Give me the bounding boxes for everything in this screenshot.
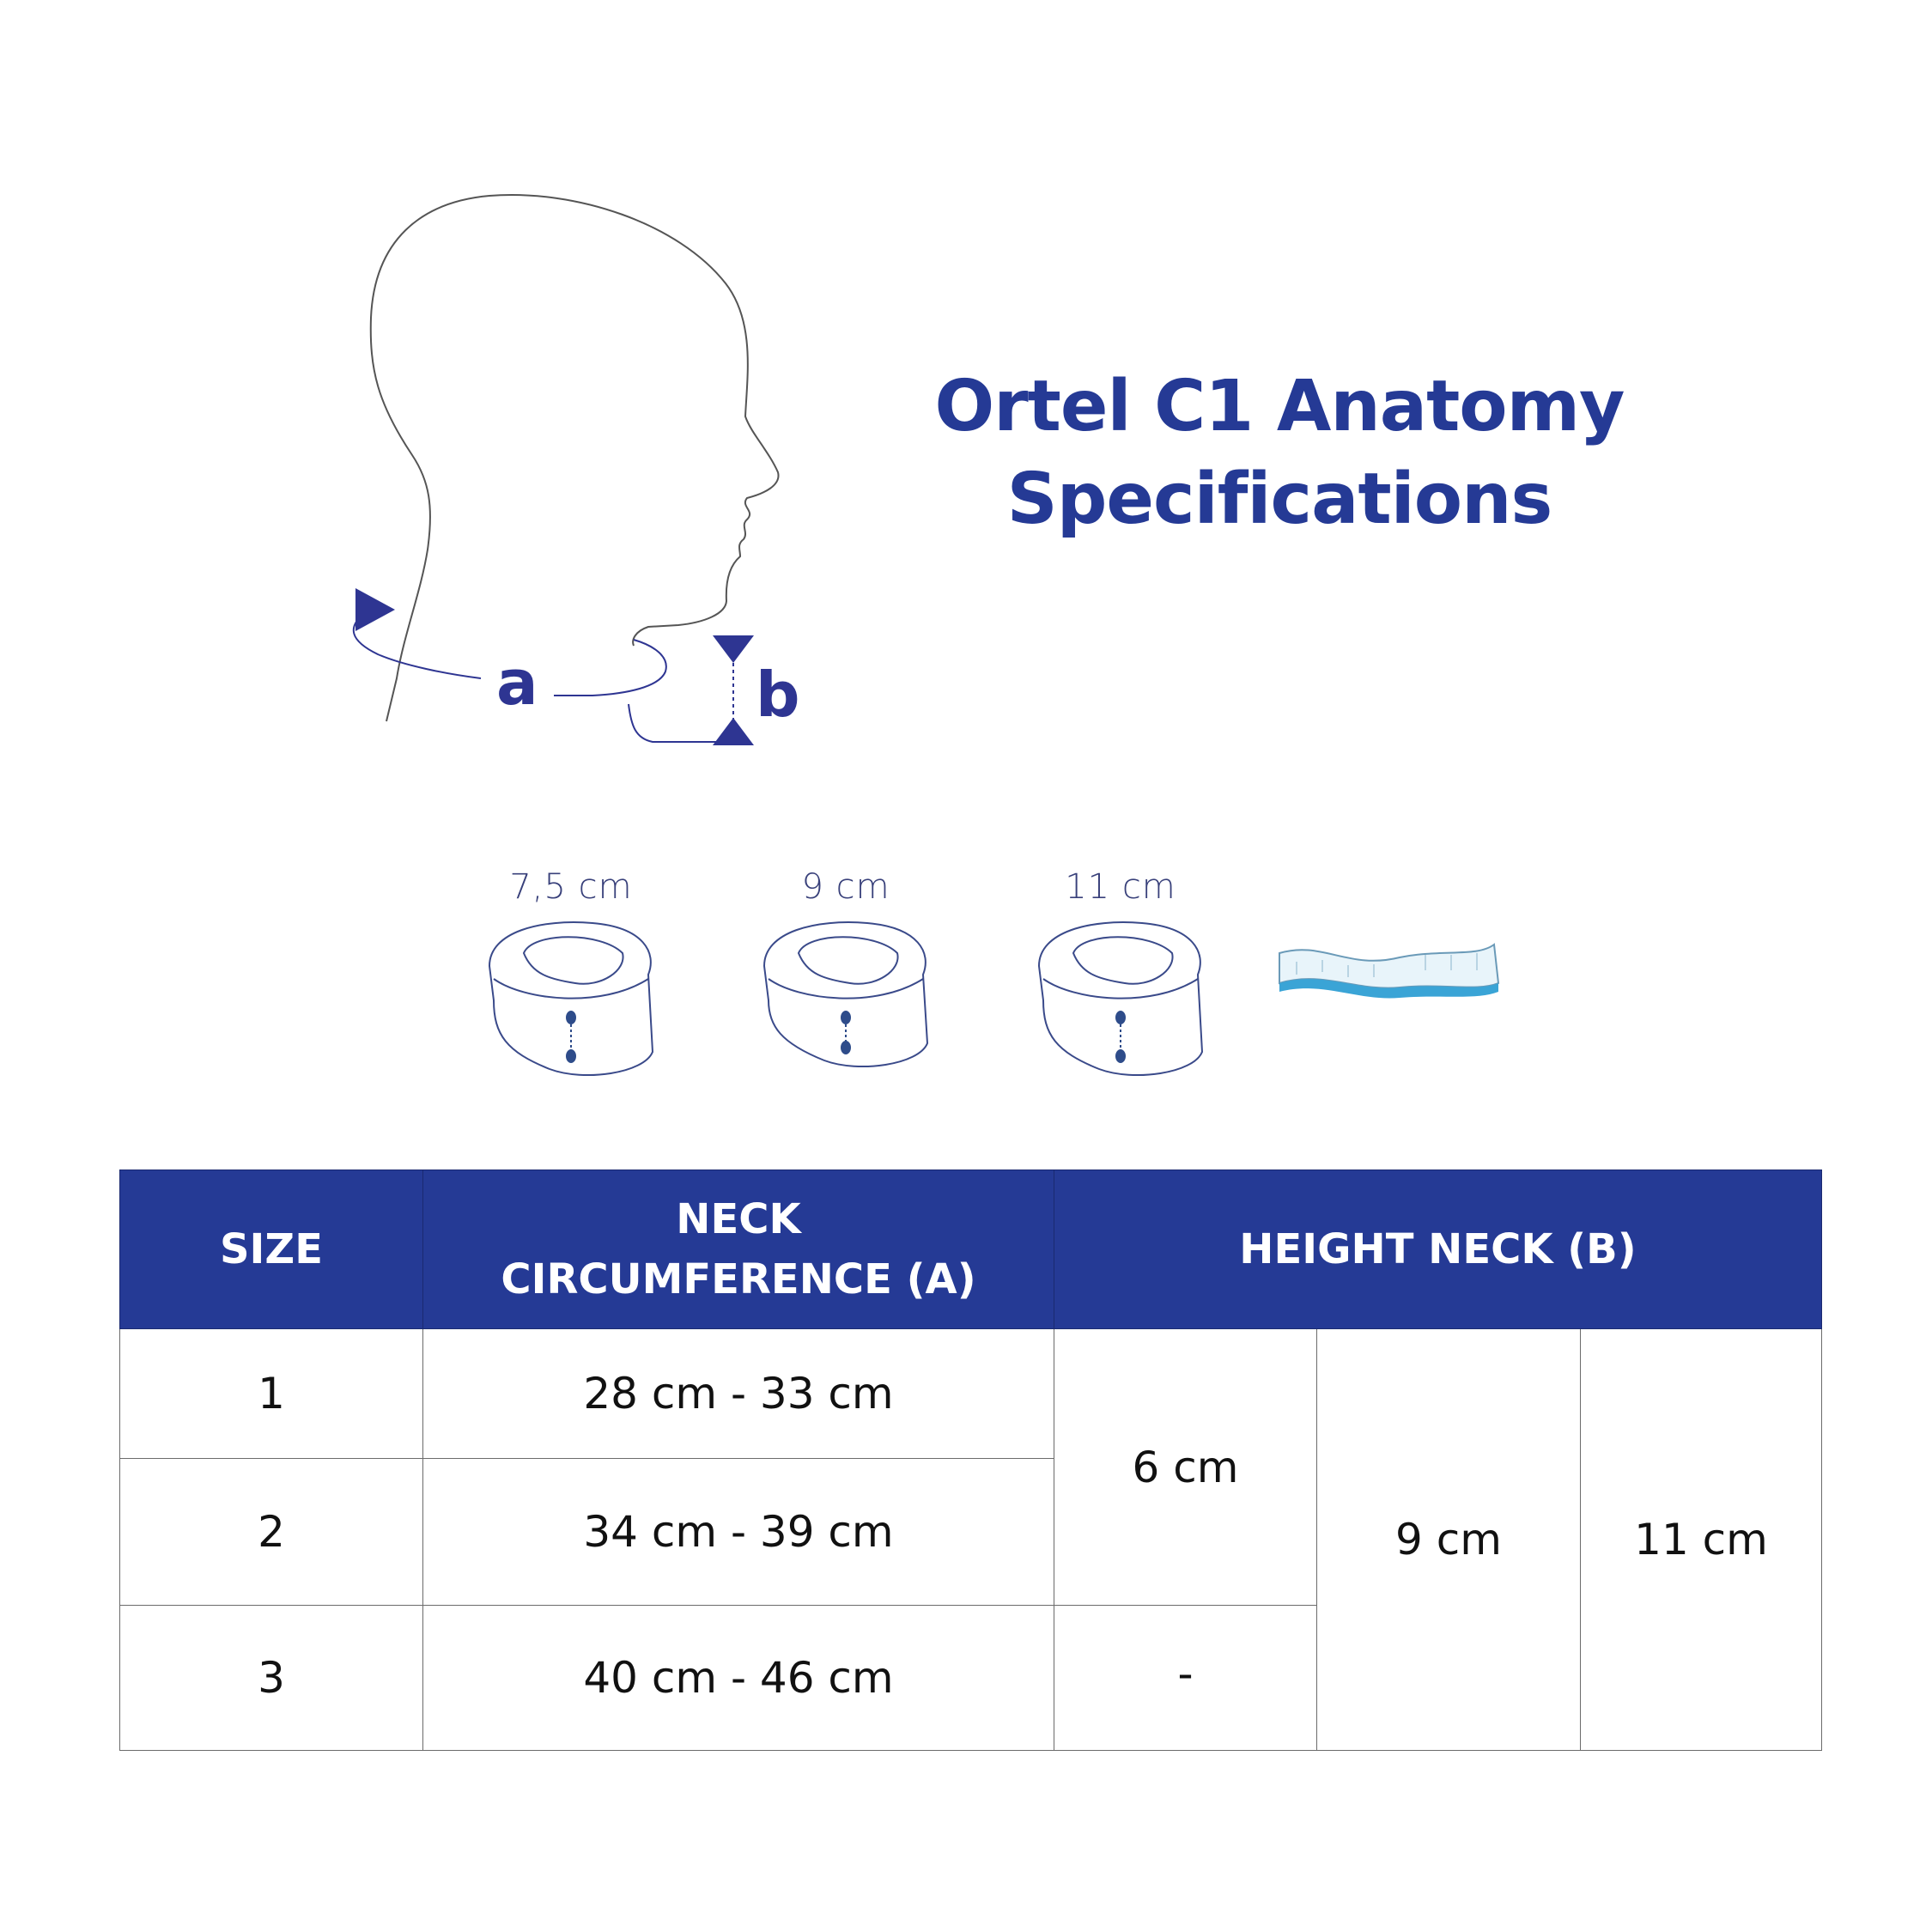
label-a: a (496, 647, 538, 719)
cell-height-none: - (1054, 1606, 1317, 1751)
table-header-row (120, 1170, 1822, 1329)
label-b: b (756, 659, 800, 731)
collar-label: 11 cm (1065, 867, 1176, 907)
cell-height-9cm: 9 cm (1317, 1329, 1581, 1751)
cell-neck-circumference: 34 cm - 39 cm (423, 1459, 1054, 1606)
header-neck-circumference (423, 1170, 1054, 1329)
arrow-b-top (713, 635, 754, 663)
collar-11cm (1022, 867, 1219, 1091)
table-row (120, 1329, 1822, 1459)
cell-size: 3 (120, 1606, 423, 1751)
header-height-neck: HEIGHT NECK (B) (1054, 1170, 1822, 1329)
collar-label: 7,5 cm (509, 867, 633, 907)
collar-9cm (747, 867, 945, 1091)
collar-icon (472, 914, 670, 1086)
title-line-2: Specifications (1006, 459, 1552, 540)
neck-front-line (629, 704, 717, 742)
collar-icon (747, 914, 945, 1086)
title-line-1: Ortel C1 Anatomy (934, 366, 1625, 447)
arrow-b-bottom (713, 718, 754, 745)
cell-size: 2 (120, 1459, 423, 1606)
cell-neck-circumference: 40 cm - 46 cm (423, 1606, 1054, 1751)
arrow-a (355, 588, 395, 631)
collar-icon (1022, 914, 1219, 1086)
measure-line-a-left (354, 617, 481, 678)
measure-line-a-right (554, 640, 666, 696)
cell-height-11cm: 11 cm (1581, 1329, 1822, 1751)
cell-size: 1 (120, 1329, 423, 1459)
collar-label: 9 cm (801, 867, 890, 907)
header-neck-circ-text: NECK CIRCUMFERENCE (A) (501, 1195, 976, 1303)
cell-neck-circumference: 28 cm - 33 cm (423, 1329, 1054, 1459)
measuring-tape-icon (1271, 936, 1520, 1013)
head-profile-diagram (0, 0, 859, 773)
cell-height-6cm: 6 cm (1054, 1329, 1317, 1606)
collar-7-5cm (472, 867, 670, 1091)
size-table (119, 1170, 1822, 1751)
header-size: SIZE (120, 1170, 423, 1329)
head-outline (371, 195, 779, 721)
page-title (893, 361, 1666, 546)
